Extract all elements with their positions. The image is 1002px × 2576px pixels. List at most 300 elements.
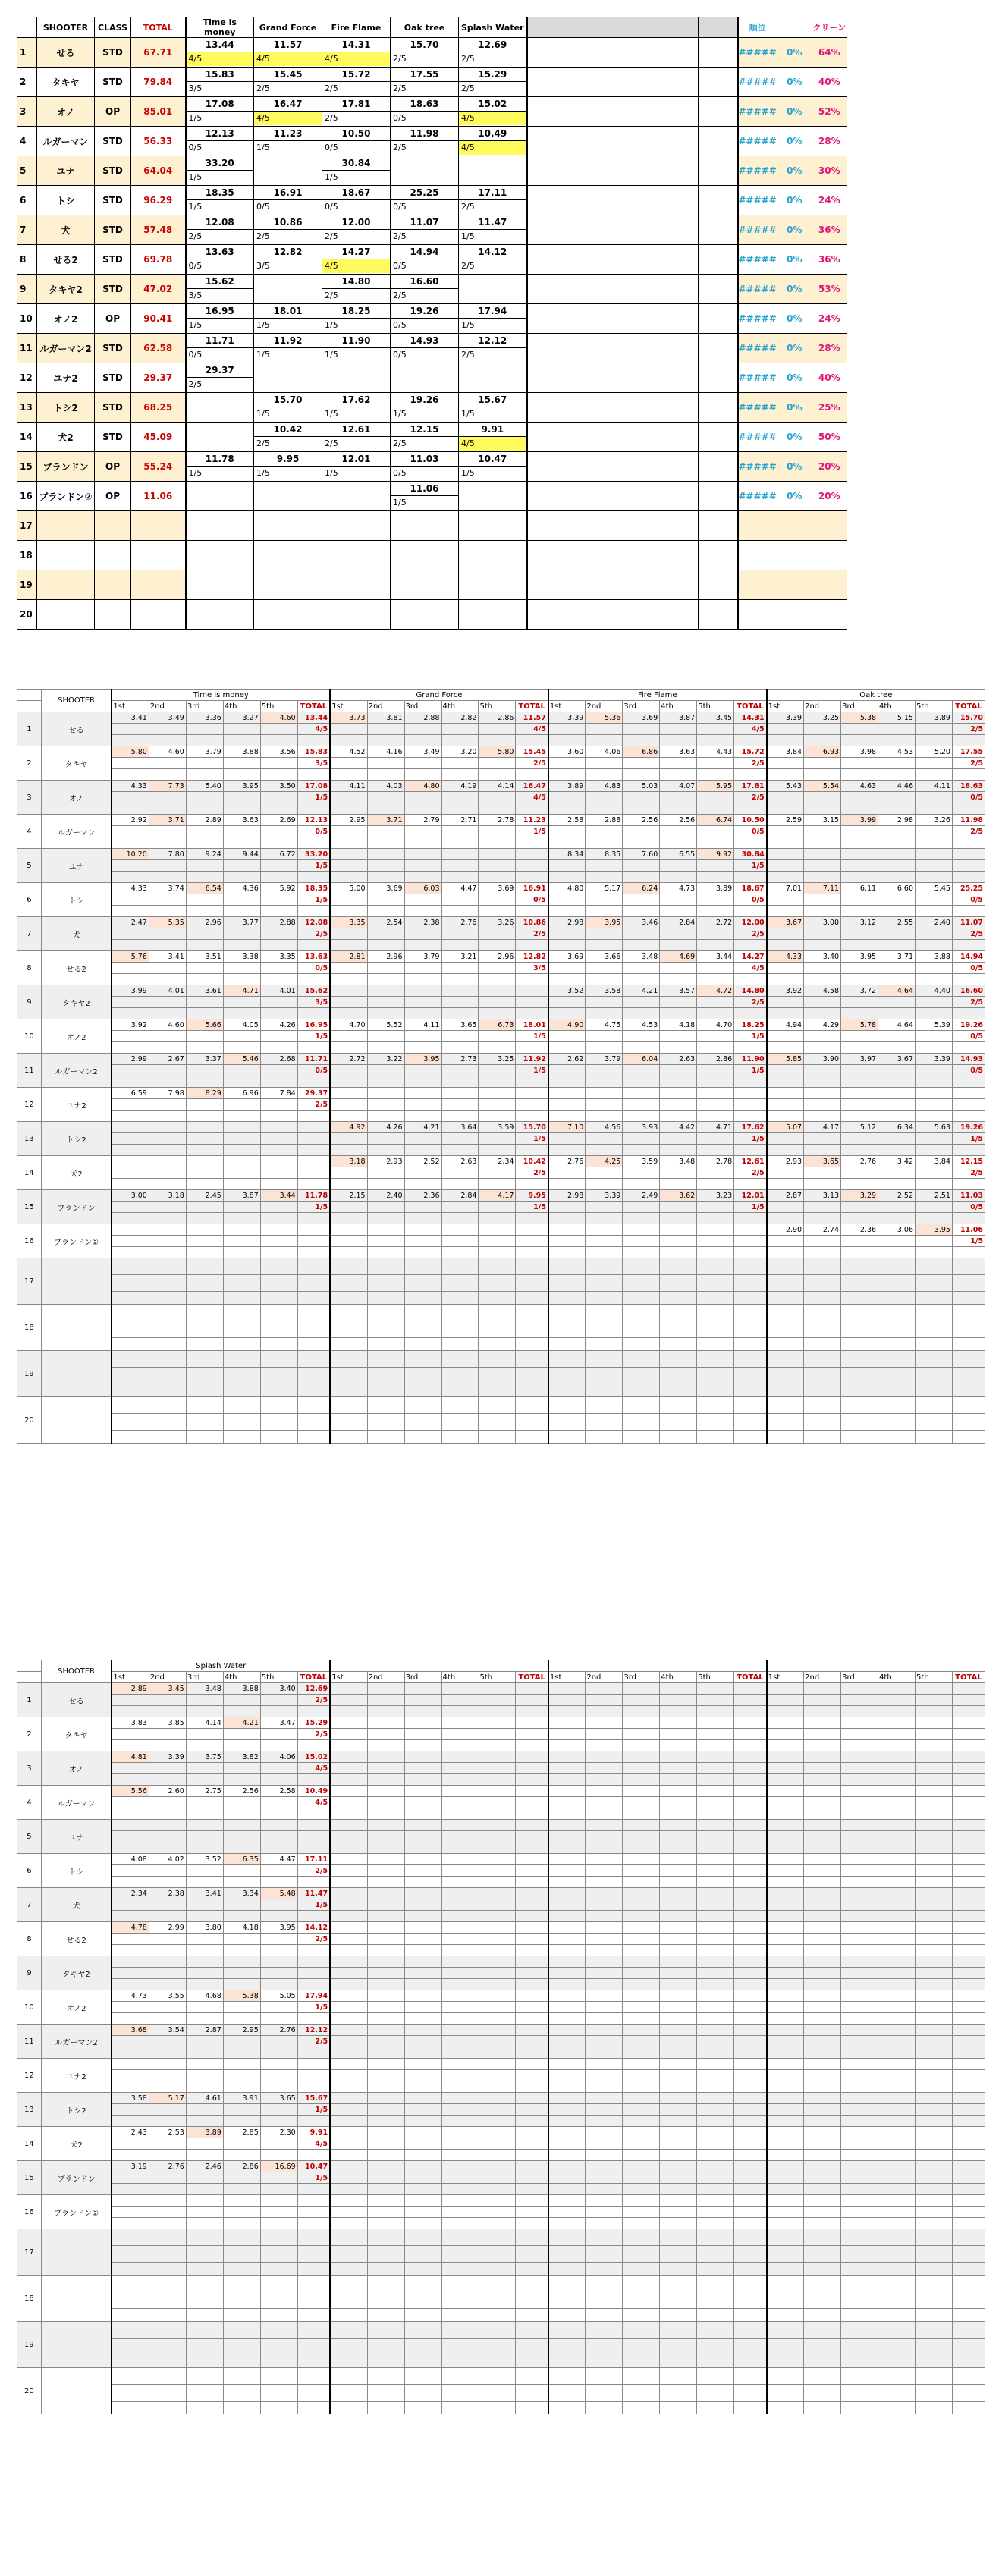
miss-mark [697,997,734,1008]
round-time [804,2276,841,2292]
round-time [804,2161,841,2172]
miss-mark [479,2104,516,2116]
round-time [697,2059,734,2070]
spacer-cell [223,1338,260,1351]
course-time: 19.26 [391,393,458,407]
rank-cell: ##### [738,423,777,452]
header-course: Fire Flame [322,17,391,38]
spacer-cell [660,2116,697,2127]
clean-rate [812,511,847,541]
miss-mark [697,1167,734,1179]
round-time: 3.84 [916,1156,953,1167]
spacer-cell [223,2081,260,2093]
class-cell: STD [95,186,131,215]
miss-mark [841,1167,878,1179]
course-total [516,1990,548,2002]
spacer-cell [112,803,149,815]
course-total: 15.70 [952,712,985,724]
miss-mark [441,997,479,1008]
spacer-cell [841,1213,878,1224]
detail-row [17,2025,985,2036]
shooter-name: せる2 [41,951,112,985]
round-time [404,1888,441,1899]
miss-mark [548,1729,586,1740]
course-hits: 2/5 [393,291,407,300]
summary-row [17,304,847,334]
course-result [322,275,391,304]
round-time [916,1820,953,1831]
miss-mark [479,1368,516,1384]
round-time: 3.91 [223,2093,260,2104]
spacer-cell [479,735,516,746]
miss-mark [260,1797,297,1808]
round-time: 2.56 [223,1786,260,1797]
spacer-cell [660,1877,697,1888]
detail-row [17,2059,985,2070]
course-total: 10.42 [516,1156,548,1167]
course-total [516,2368,548,2385]
miss-mark [112,963,149,974]
course-result [459,452,527,482]
rank-cell: ##### [738,97,777,127]
round-time: 4.52 [330,746,367,758]
miss-mark [767,1099,804,1111]
miss-mark [479,1167,516,1179]
round-time: 3.54 [149,2025,186,2036]
detail-subrow [17,1414,985,1431]
spacer-cell [516,1384,548,1397]
spacer-cell [404,2355,441,2368]
course-hits [952,1321,985,1338]
miss-mark [548,1865,586,1877]
detail-subrow [17,1338,985,1351]
round-time [586,2195,623,2207]
round-time: 5.20 [916,746,953,758]
round-time: 2.40 [367,1190,404,1202]
spacer-cell [623,2150,660,2161]
detail-row [17,1019,985,1031]
row-number: 11 [17,2025,42,2059]
round-time [804,1922,841,1934]
miss-mark [186,1167,223,1179]
course-result [459,511,527,541]
miss-mark [660,1065,697,1076]
course-hits: 1/5 [325,320,338,330]
miss-mark [660,1831,697,1842]
miss-mark [697,1236,734,1247]
course-result [186,363,254,393]
miss-mark [548,1099,586,1111]
round-time [330,2229,367,2246]
spacer-cell [297,2402,330,2414]
course-hits [297,2339,330,2355]
row-number: 4 [17,127,37,156]
course-result [186,275,254,304]
round-time [916,1751,953,1763]
clean-rate: 24% [812,186,847,215]
round-time [479,2059,516,2070]
zero-rate: 0% [777,482,812,511]
course-result [459,97,527,127]
course-hits [297,1167,330,1179]
rank-cell: ##### [738,334,777,363]
course-total [953,1888,985,1899]
spacer-cell [660,1740,697,1751]
round-time: 2.82 [441,712,479,724]
round-time [916,2322,953,2339]
round-time [404,1258,441,1275]
row-number: 11 [17,1054,42,1088]
spacer-cell [697,1979,734,1990]
miss-mark [330,1729,367,1740]
miss-mark [149,792,186,803]
spacer-cell [404,1774,441,1786]
spacer-cell [916,1911,953,1922]
detail-subrow [17,1865,985,1877]
course-title: Grand Force [330,690,548,701]
miss-mark [916,928,953,940]
zero-rate: 0% [777,334,812,363]
miss-mark [479,1414,516,1431]
round-time [623,2322,660,2339]
spacer-cell [367,1042,404,1054]
miss-mark [586,1414,623,1431]
course-time: 11.78 [187,452,254,467]
round-time [767,849,804,860]
course-hits [297,2292,330,2309]
detail-subrow [17,1842,985,1854]
round-time: 3.52 [548,985,586,997]
course-hits: 1/5 [325,172,338,182]
spacer-cell [697,1338,734,1351]
spacer-cell [223,1076,260,1088]
detail-subrow [17,1384,985,1397]
miss-mark [697,1865,734,1877]
spacer-cell [623,2218,660,2229]
spacer-cell [367,1911,404,1922]
miss-mark [916,826,953,837]
miss-mark [878,860,916,872]
round-label: 1st [330,701,367,712]
course-hits: 0/5 [952,894,985,906]
row-number: 8 [17,245,37,275]
spacer-cell [404,1338,441,1351]
spacer-cell [623,1008,660,1019]
spacer-cell [441,1911,479,1922]
spacer-cell [878,1706,916,1717]
round-time [330,2161,367,2172]
course-hits: 2/5 [297,928,330,940]
round-time [623,1854,660,1865]
miss-mark [441,1899,479,1911]
course-title [330,1660,548,1672]
miss-mark [804,1275,841,1292]
shooter-name: せる2 [37,245,95,275]
spacer-cell [441,2218,479,2229]
miss-mark [260,1831,297,1842]
course-total: 11.98 [952,815,985,826]
miss-mark [767,1031,804,1042]
detail-subrow [17,2116,985,2127]
course-hits: 0/5 [734,894,767,906]
miss-mark [479,2339,516,2355]
round-time: 2.72 [330,1054,367,1065]
course-hits: 1/5 [297,1202,330,1213]
round-time [586,2229,623,2246]
round-label: 3rd [623,701,660,712]
round-time [804,1088,841,1099]
course-hits: 1/5 [256,350,270,360]
total-cell: 57.48 [131,215,186,245]
spacer-cell [804,1338,841,1351]
class-cell: OP [95,482,131,511]
spacer-cell [623,1945,660,1956]
clean-rate: 25% [812,393,847,423]
spacer-cell [548,1979,586,1990]
miss-mark [441,1729,479,1740]
spacer-cell [697,2263,734,2276]
spacer-cell [804,2355,841,2368]
blank-cell [527,215,595,245]
spacer-cell [404,1945,441,1956]
miss-mark [586,1831,623,1842]
blank-cell [699,186,738,215]
course-hits: 2/5 [393,143,407,152]
round-time [223,2276,260,2292]
round-time: 3.25 [479,1054,516,1065]
round-time: 3.49 [404,746,441,758]
spacer-cell [697,2218,734,2229]
spacer-cell [297,2218,330,2229]
spacer-cell [878,2013,916,2025]
round-time [548,2322,586,2339]
miss-mark [149,928,186,940]
course-result [391,423,459,452]
round-time: 2.38 [149,1888,186,1899]
spacer-cell [441,2184,479,2195]
spacer-cell [586,1384,623,1397]
spacer-cell [186,1179,223,1190]
round-time: 2.36 [841,1224,878,1236]
course-hits: 4/5 [254,52,322,66]
spacer-cell [623,1842,660,1854]
round-time [841,1683,878,1695]
miss-mark [367,2002,404,2013]
spacer-cell [479,2150,516,2161]
round-time [479,2368,516,2385]
miss-mark [841,1321,878,1338]
spacer-cell [297,2184,330,2195]
spacer-cell [149,940,186,951]
course-hits: 2/5 [734,1167,767,1179]
miss-mark [330,2172,367,2184]
spacer-cell [586,735,623,746]
spacer-cell [548,1911,586,1922]
round-time: 3.69 [548,951,586,963]
miss-mark [260,1968,297,1979]
miss-mark [548,2070,586,2081]
round-time [660,1922,697,1934]
row-number: 14 [17,2127,42,2161]
detail-subrow [17,758,985,769]
miss-mark [916,1695,953,1706]
round-time [878,2093,916,2104]
course-time: 17.81 [322,97,390,112]
course-hits [953,1729,985,1740]
course-hits [516,2070,548,2081]
round-time: 2.78 [697,1156,734,1167]
spacer-cell [841,1808,878,1820]
spacer-cell [804,1774,841,1786]
miss-mark [548,1968,586,1979]
course-result [254,570,322,600]
spacer-cell [952,1247,985,1258]
miss-mark [697,792,734,803]
spacer-cell [223,1292,260,1305]
zero-rate [777,570,812,600]
miss-mark [479,2138,516,2150]
round-time [548,2093,586,2104]
round-time: 4.56 [586,1122,623,1133]
miss-mark [804,1031,841,1042]
spacer-cell [186,2184,223,2195]
course-total: 12.13 [297,815,330,826]
header-no [17,1660,42,1672]
course-total [516,2059,548,2070]
miss-mark [841,1414,878,1431]
course-result [254,275,322,304]
blank-cell [630,541,699,570]
course-time: 14.31 [322,38,390,52]
round-time [660,2161,697,2172]
spacer-cell [548,2402,586,2414]
course-hits [297,1321,330,1338]
spacer-cell [260,2218,297,2229]
total-cell: 90.41 [131,304,186,334]
spacer-cell [149,1706,186,1717]
summary-row [17,245,847,275]
miss-mark [367,2246,404,2263]
course-total [734,2195,767,2207]
course-total [952,1397,985,1414]
spacer-cell [841,1979,878,1990]
spacer-cell [623,803,660,815]
blank-cell [630,452,699,482]
round-time: 8.34 [548,849,586,860]
miss-mark [548,1133,586,1145]
round-time [697,1351,734,1368]
spacer-cell [767,1740,804,1751]
spacer-cell [149,2047,186,2059]
detail-subrow [17,1740,985,1751]
miss-mark [767,2246,804,2263]
shooter-name [41,2276,112,2322]
miss-mark [149,2292,186,2309]
round-time [330,1683,367,1695]
miss-mark [697,1729,734,1740]
round-time [186,1156,223,1167]
course-hits [953,1899,985,1911]
spacer-cell [953,2355,985,2368]
round-time: 3.79 [404,951,441,963]
round-time [623,1088,660,1099]
miss-mark [441,1321,479,1338]
detail-subrow [17,2355,985,2368]
miss-mark [878,1099,916,1111]
round-time [441,2127,479,2138]
round-time: 2.78 [479,815,516,826]
spacer-cell [804,1945,841,1956]
course-hits: 2/5 [256,231,270,241]
blank-cell [699,600,738,630]
round-time [367,1717,404,1729]
spacer-cell [297,1338,330,1351]
spacer-cell [660,1338,697,1351]
round-time [367,1351,404,1368]
detail-subrow [17,1431,985,1444]
course-hits [734,1934,767,1945]
spacer-cell [734,974,767,985]
miss-mark [223,2172,260,2184]
spacer-cell [516,1111,548,1122]
course-total: 18.25 [734,1019,767,1031]
detail-subrow [17,2138,985,2150]
course-total [953,1786,985,1797]
round-time: 16.69 [260,2161,297,2172]
miss-mark [804,724,841,735]
spacer-cell [404,974,441,985]
spacer-cell [149,872,186,883]
spacer-cell [441,1774,479,1786]
miss-mark [586,792,623,803]
course-hits [952,860,985,872]
miss-mark [441,792,479,803]
course-total: 19.26 [952,1122,985,1133]
course-total: 12.15 [952,1156,985,1167]
course-hits: 1/5 [325,350,338,360]
miss-mark [916,1133,953,1145]
miss-mark [404,1831,441,1842]
round-time [767,1854,804,1865]
miss-mark [697,1934,734,1945]
round-time: 2.34 [479,1156,516,1167]
spacer-cell [586,974,623,985]
spacer-cell [260,1877,297,1888]
spacer-cell [953,2150,985,2161]
miss-mark [548,1202,586,1213]
miss-mark [330,2070,367,2081]
spacer-cell [260,837,297,849]
course-total: 11.78 [297,1190,330,1202]
rank-cell: ##### [738,482,777,511]
class-cell: STD [95,334,131,363]
miss-mark [404,2104,441,2116]
shooter-name: 犬 [41,1888,112,1922]
miss-mark [586,1695,623,1706]
round-time: 3.66 [586,951,623,963]
miss-mark [441,1275,479,1292]
miss-mark [149,1729,186,1740]
miss-mark [186,1236,223,1247]
detail-subrow [17,2002,985,2013]
round-time [223,1156,260,1167]
summary-row [17,363,847,393]
miss-mark [841,724,878,735]
blank-cell [630,156,699,186]
miss-mark [223,997,260,1008]
spacer-cell [586,1808,623,1820]
spacer-cell [841,1774,878,1786]
